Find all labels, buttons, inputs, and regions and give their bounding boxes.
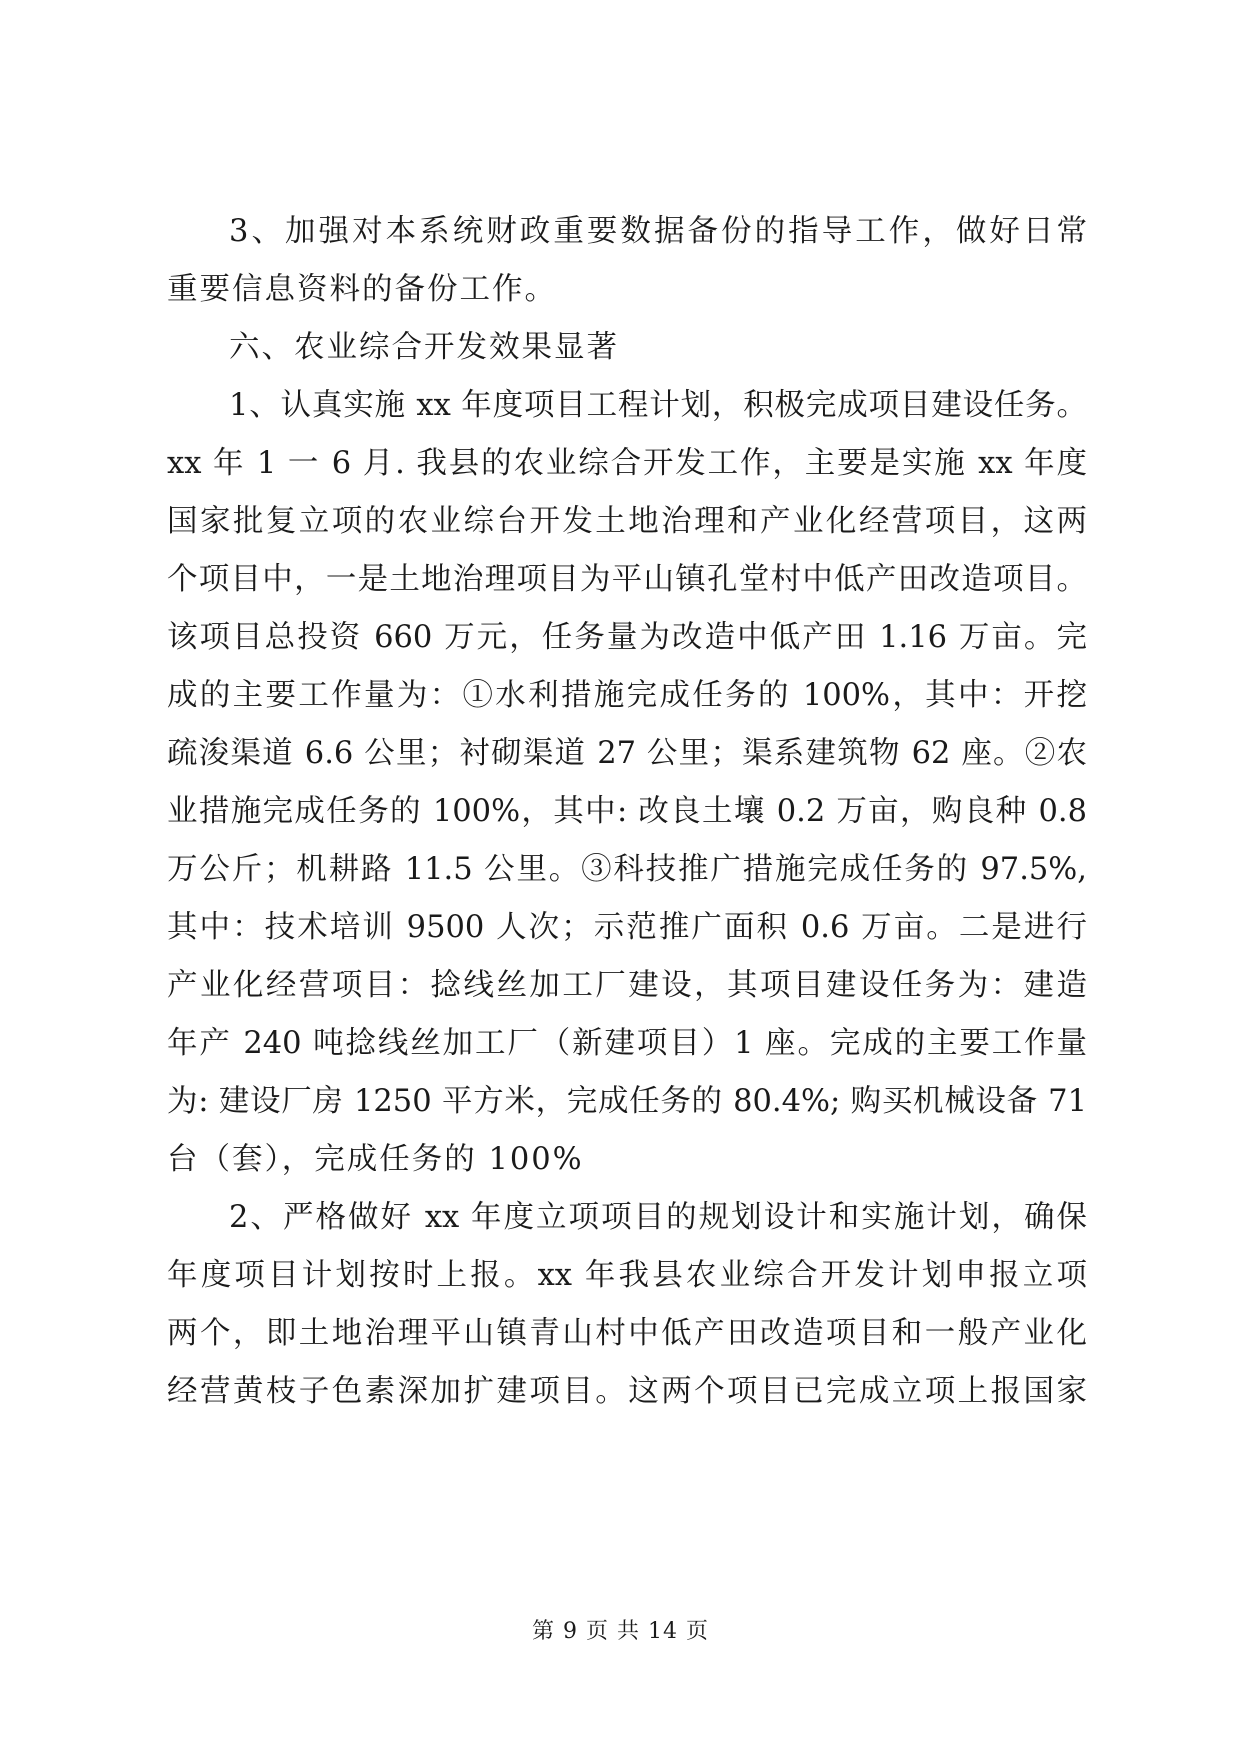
section-heading: 六、农业综合开发效果显著 xyxy=(229,330,619,365)
paragraph-line: 台（套），完成任务的 100% xyxy=(167,1142,584,1177)
paragraph-line: 重要信息资料的备份工作。 xyxy=(167,272,557,307)
paragraph-line: 该项目总投资 660 万元，任务量为改造中低产田 1.16 万亩。完 xyxy=(167,620,1087,655)
paragraph-line: 2、严格做好 xx 年度立项项目的规划设计和实施计划，确保 xyxy=(229,1200,1087,1235)
paragraph-line: 其中：技术培训 9500 人次；示范推广面积 0.6 万亩。二是进行 xyxy=(167,910,1087,945)
paragraph-line: 疏浚渠道 6.6 公里；衬砌渠道 27 公里；渠系建筑物 62 座。②农 xyxy=(167,736,1087,771)
paragraph-line: 两个，即土地治理平山镇青山村中低产田改造项目和一般产业化 xyxy=(167,1316,1087,1351)
page-number-footer: 第 9 页 共 14 页 xyxy=(532,1619,709,1644)
paragraph-line: 国家批复立项的农业综台开发土地治理和产业化经营项目，这两 xyxy=(167,504,1087,539)
paragraph-line: 万公斤；机耕路 11.5 公里。③科技推广措施完成任务的 97.5%, xyxy=(167,852,1087,887)
paragraph-line: 成的主要工作量为：①水利措施完成任务的 100%，其中：开挖 xyxy=(167,678,1087,713)
paragraph-line: 年度项目计划按时上报。xx 年我县农业综合开发计划申报立项 xyxy=(167,1258,1087,1293)
paragraph-line: 为: 建设厂房 1250 平方米，完成任务的 80.4%; 购买机械设备 71 xyxy=(167,1084,1087,1119)
paragraph-line: 1、认真实施 xx 年度项目工程计划，积极完成项目建设任务。 xyxy=(229,388,1087,423)
paragraph-line: 业措施完成任务的 100%，其中: 改良土壤 0.2 万亩，购良种 0.8 xyxy=(167,794,1087,829)
paragraph-line: 个项目中，一是土地治理项目为平山镇孔堂村中低产田改造项目。 xyxy=(167,562,1087,597)
paragraph-line: 经营黄枝子色素深加扩建项目。这两个项目已完成立项上报国家 xyxy=(167,1374,1087,1409)
paragraph-line: 年产 240 吨捻线丝加工厂（新建项目）1 座。完成的主要工作量 xyxy=(167,1026,1087,1061)
paragraph-line: 产业化经营项目：捻线丝加工厂建设，其项目建设任务为：建造 xyxy=(167,968,1087,1003)
paragraph-line: 3、加强对本系统财政重要数据备份的指导工作，做好日常 xyxy=(229,214,1087,249)
paragraph-line: xx 年 1 一 6 月. 我县的农业综合开发工作，主要是实施 xx 年度 xyxy=(167,446,1087,481)
